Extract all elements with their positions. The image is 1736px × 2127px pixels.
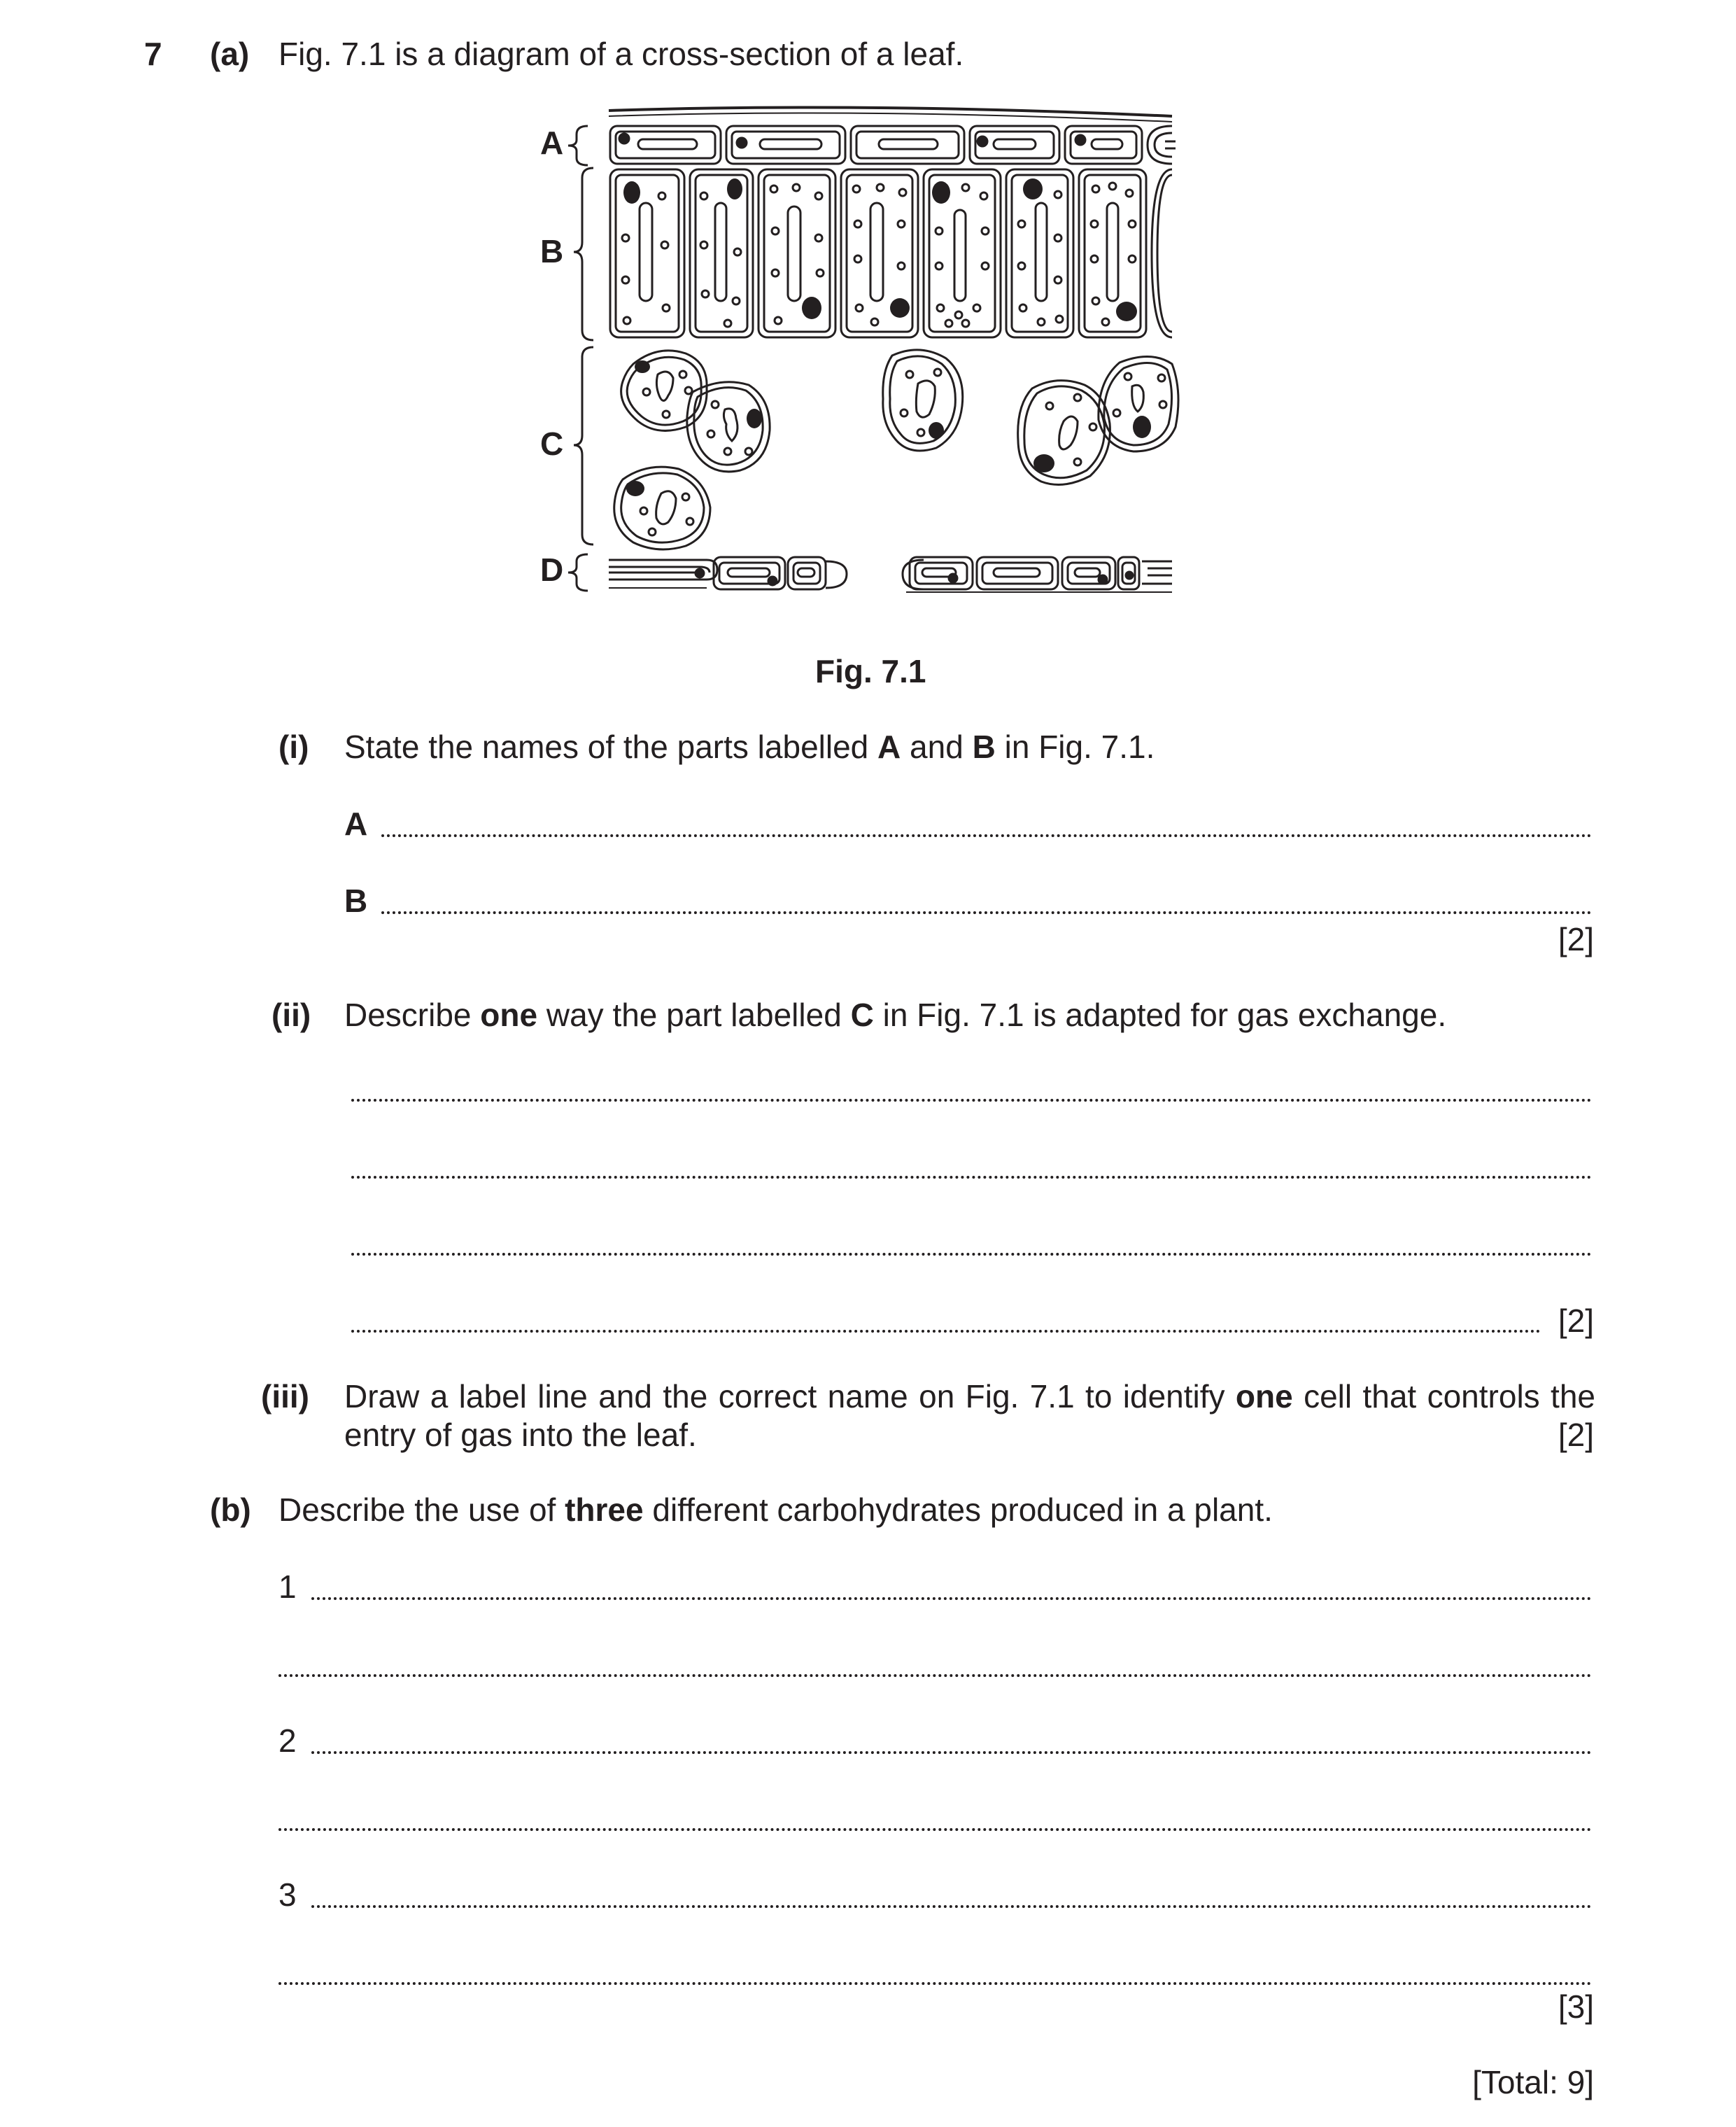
subpart-i-question: State the names of the parts labelled A and B in Fig. 7.1. <box>344 729 1155 765</box>
upper-epidermis <box>610 126 1176 164</box>
answer-line-ii-3[interactable] <box>351 1253 1592 1256</box>
answer-line-b1-1[interactable] <box>311 1597 1592 1600</box>
palisade-cell <box>924 169 1001 337</box>
spongy-mesophyll <box>614 350 1178 549</box>
question-number: 7 <box>144 36 162 72</box>
brace-a <box>568 126 588 165</box>
part-b-label: (b) <box>210 1491 251 1528</box>
spongy-cell <box>687 382 770 472</box>
subpart-iii-label: (iii) <box>261 1378 309 1415</box>
part-b-marks: [3] <box>1558 1988 1594 2025</box>
palisade-cell <box>610 169 684 337</box>
subpart-iii-marks: [2] <box>1558 1417 1594 1453</box>
label-a: A <box>540 125 564 161</box>
answer-a-label: A <box>344 806 368 842</box>
subpart-ii-marks: [2] <box>1558 1303 1594 1339</box>
answer-line-ii-4[interactable] <box>351 1330 1541 1333</box>
answer-number-3: 3 <box>278 1876 297 1913</box>
total-marks: [Total: 9] <box>1472 2064 1594 2100</box>
palisade-cell <box>1006 169 1073 337</box>
label-c: C <box>540 426 564 462</box>
cuticle <box>609 108 1172 122</box>
answer-line-b1-2[interactable] <box>278 1674 1592 1677</box>
palisade-cell <box>758 169 835 337</box>
palisade-cell <box>1079 169 1146 337</box>
answer-number-2: 2 <box>278 1722 297 1759</box>
answer-line-b3-2[interactable] <box>278 1982 1592 1985</box>
figure-caption: Fig. 7.1 <box>815 653 926 689</box>
lower-epidermis <box>609 557 1172 592</box>
subpart-iii-question-line1: Draw a label line and the correct name on Fig. 7.1 to identify one cell that controls the <box>344 1378 1595 1415</box>
part-a-label: (a) <box>210 36 250 72</box>
palisade-cell <box>690 169 753 337</box>
palisade-mesophyll <box>610 169 1172 337</box>
label-b: B <box>540 233 564 269</box>
answer-line-b[interactable] <box>381 911 1592 914</box>
answer-line-ii-2[interactable] <box>351 1176 1592 1179</box>
answer-line-b3-1[interactable] <box>311 1905 1592 1908</box>
answer-b-label: B <box>344 883 368 919</box>
brace-c <box>574 347 593 545</box>
palisade-cell <box>841 169 918 337</box>
label-d: D <box>540 552 564 588</box>
answer-line-b2-1[interactable] <box>311 1751 1592 1754</box>
answer-line-ii-1[interactable] <box>351 1099 1592 1102</box>
brace-d <box>568 554 588 591</box>
part-b-question: Describe the use of three different carbohydrates produced in a plant. <box>278 1491 1273 1528</box>
answer-number-1: 1 <box>278 1568 297 1605</box>
answer-line-a[interactable] <box>381 834 1592 837</box>
part-a-intro: Fig. 7.1 is a diagram of a cross-section of a leaf. <box>278 36 964 72</box>
subpart-i-label: (i) <box>278 729 309 765</box>
subpart-ii-label: (ii) <box>271 997 311 1033</box>
spongy-cell <box>614 467 710 549</box>
spongy-cell <box>1018 381 1110 485</box>
leaf-cross-section-diagram <box>518 98 1225 609</box>
brace-b <box>574 168 593 340</box>
answer-line-b2-2[interactable] <box>278 1828 1592 1831</box>
subpart-i-marks: [2] <box>1558 921 1594 957</box>
subpart-ii-question: Describe one way the part labelled C in Fig. 7.1 is adapted for gas exchange. <box>344 997 1447 1033</box>
spongy-cell <box>883 350 963 451</box>
subpart-iii-question-line2: entry of gas into the leaf. <box>344 1417 697 1453</box>
